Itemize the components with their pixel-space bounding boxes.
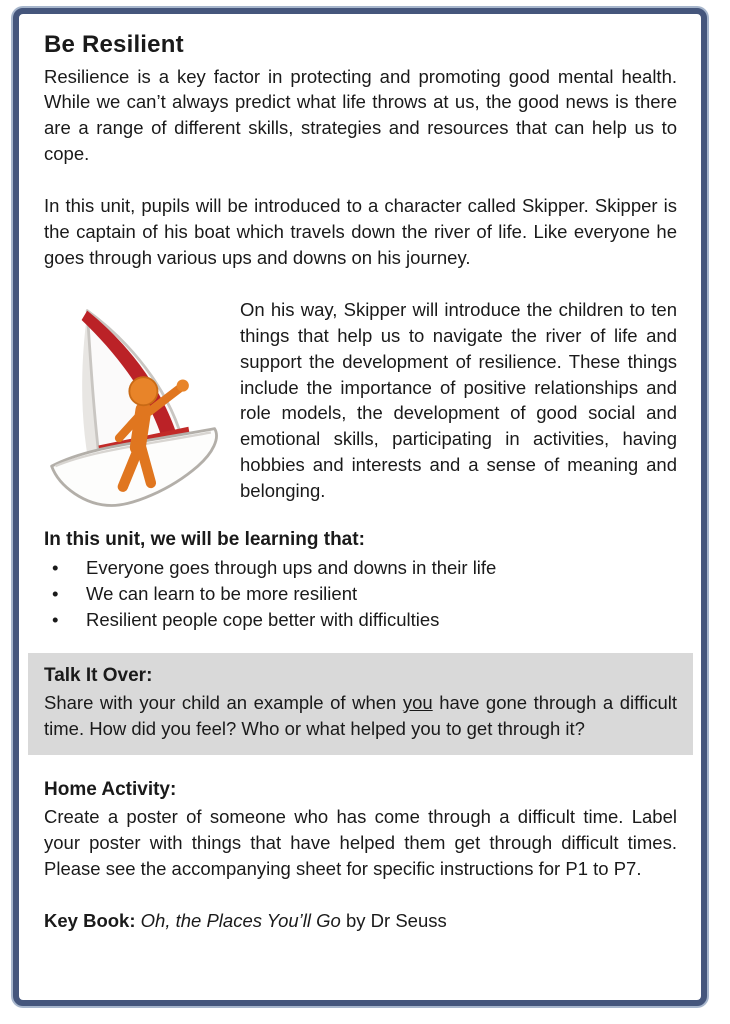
page-border-frame bbox=[13, 8, 707, 1006]
skipper-section bbox=[44, 297, 677, 517]
key-book-label: Key Book: bbox=[44, 909, 136, 931]
talk-text-after: have gone through a difficult time. How did you feel? Who or what helped you to get through it? bbox=[44, 691, 677, 739]
list-item bbox=[48, 581, 677, 607]
list-item-text: We can learn to be more resilient bbox=[86, 583, 358, 605]
home-activity-heading: Home Activity: bbox=[44, 779, 177, 801]
sailboat-image bbox=[46, 301, 224, 517]
list-item bbox=[48, 607, 677, 633]
bullet-dot-icon: • bbox=[52, 609, 59, 631]
unit-intro-paragraph: In this unit, pupils will be introduced to a character called Skipper. Skipper is the captain of his boat which travels down the river of life. Like everyone he goes through various ups and downs on his journey. bbox=[44, 195, 677, 268]
document-content bbox=[19, 14, 701, 934]
learning-list bbox=[44, 555, 677, 633]
talk-text-before: Share with your child an example of when bbox=[44, 691, 403, 713]
list-item bbox=[48, 555, 677, 581]
bullet-dot-icon: • bbox=[52, 557, 59, 579]
talk-text-underlined: you bbox=[402, 691, 433, 713]
skipper-paragraph: On his way, Skipper will introduce the children to ten things that help us to navigate the river of life and support the development of resilience. These things include the importance of positive relationships and role models, the development of good social and emotional skills, participating in activities, having hobbies and interests and a sense of meaning and belonging. bbox=[240, 298, 677, 502]
page-title: Be Resilient bbox=[44, 31, 184, 58]
talk-it-over-heading: Talk It Over: bbox=[44, 665, 153, 687]
key-book-line bbox=[44, 908, 677, 934]
talk-it-over-text bbox=[44, 690, 677, 742]
key-book-author: by Dr Seuss bbox=[340, 909, 447, 931]
home-activity-section bbox=[44, 777, 677, 881]
learning-heading: In this unit, we will be learning that: bbox=[44, 528, 365, 550]
talk-it-over-box bbox=[28, 653, 693, 755]
intro-paragraph: Resilience is a key factor in protecting and promoting good mental health. While we can’t always predict what life throws at us, the good news is there are a range of different skills, strategies and resources that can help us to cope. bbox=[44, 65, 677, 165]
list-item-text: Resilient people cope better with difficulties bbox=[86, 609, 440, 631]
bullet-dot-icon: • bbox=[52, 583, 59, 605]
home-activity-text: Create a poster of someone who has come through a difficult time. Label your poster with things that have helped them get through difficult times. Please see the accompanying sheet for specific instructions for P1 to P7. bbox=[44, 806, 677, 879]
key-book-title: Oh, the Places You’ll Go bbox=[135, 909, 341, 931]
list-item-text: Everyone goes through ups and downs in their life bbox=[86, 557, 497, 579]
